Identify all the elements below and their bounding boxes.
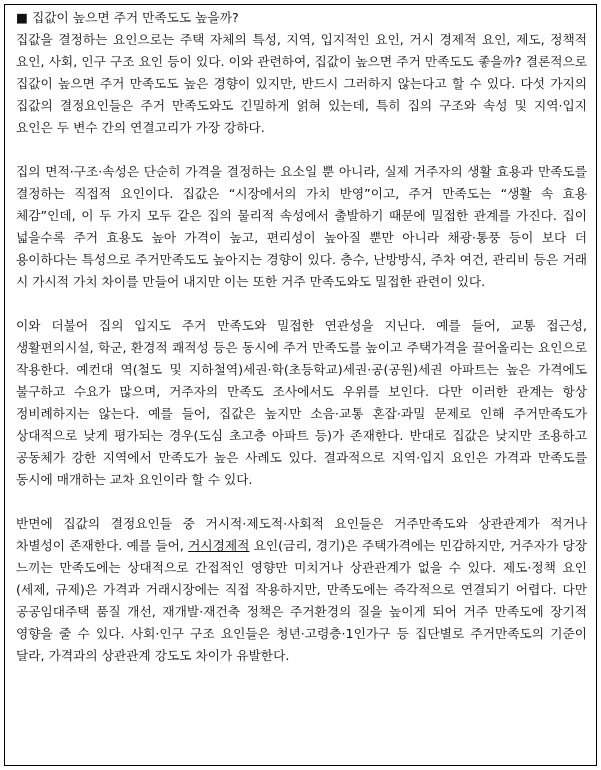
paragraph-2: 집의 면적·구조·속성은 단순히 가격을 결정하는 요소일 뿐 아니라, 실제 거주자의 생활 효용과 만족도를 결정하는 직접적 요인이다. 집값은 “시장에서의 가치 반영”이고, 주거 만족도는 “생활 속 효용 체감”인데, 이 두 가지 모두 같은 집의 물리적 속성에서 출발하기 때문에 밀접한 관계를 가진다. 집이 넓을수록 주거 효용도 높아 가격이 높고, 편리성이 높아질 뿐만 아니라 채광·통풍 등이 보다 더 용이하다는 특성으로 주거만족도도 높아지는 경향이 있다. 층수, 난방방식, 주차 여건, 관리비 등은 거래 시 가시적 가치 차이를 만들어 내지만 이는 또한 거주 만족도와도 밀접한 관련이 있다. (16, 164, 587, 289)
heading: ■ 집값이 높으면 주거 만족도도 높을까? (16, 10, 239, 25)
underlined-term: 거시경제적 (188, 538, 250, 553)
text-box (4, 4, 597, 766)
paragraph-3: 이와 더불어 집의 입지도 주거 만족도와 밀접한 연관성을 지닌다. 예를 들어, 교통 접근성, 생활편의시설, 학군, 환경적 쾌적성 등은 동시에 주거 만족도를 높이고 주택가격을 끌어올리는 요인으로 작용한다. 예컨대 역(철도 및 지하철역)세권·학(초등학교)세권·공(공원)세권 아파트는 높은 가격에도 불구하고 수요가 많으며, 거주자의 만족도 조사에서도 우위를 보인다. 다만 이러한 관계는 항상 정비례하지는 않는다. 예를 들어, 집값은 높지만 소음·교통 혼잡·과밀 문제로 인해 주거만족도가 상대적으로 낮게 평가되는 경우(도심 초고층 아파트 등)가 존재한다. 반대로 집값은 낮지만 조용하고 공동체가 강한 지역에서 만족도가 높은 사례도 있다. 결과적으로 지역·입지 요인은 가격과 만족도를 동시에 매개하는 교차 요인이라 할 수 있다. (16, 318, 587, 487)
paragraph-4-start: 반면에 집값의 결정요인들 중 거시적·제도적·사회적 요인들은 거주만족도와 상관관계가 적거나 차별성이 존재한다. 예를 들어, (16, 516, 587, 553)
paragraph-1: 집값을 결정하는 요인으로는 주택 자체의 특성, 지역, 입지적인 요인, 거시 경제적 요인, 제도, 정책적 요인, 사회, 인구 구조 요인 등이 있다. 이와 관련하여, 집값이 높으면 주거 만족도도 좋을까? 결론적으로 집값이 높으면 주거 만족도도 높은 경향이 있지만, 반드시 그러하지 않는다고 할 수 있다. 다섯 가지의 집값의 결정요인들은 주거 만족도와도 긴밀하게 얽혀 있는데, 특히 집의 구조와 속성 및 지역·입지 요인은 두 변수 간의 연결고리가 가장 강하다. (16, 32, 587, 135)
paragraph-4 (16, 513, 587, 667)
paragraph-4-end: 요인(금리, 경기)은 주택가격에는 민감하지만, 거주자가 당장 느끼는 만족도에는 상대적으로 간접적인 영향만 미치거나 상관관계가 없을 수 있다. 제도·정책 요인(세제, 규제)은 가격과 거래시장에는 직접 작용하지만, 만족도에는 즉각적으로 연결되기 어렵다. 다만 공공임대주택 품질 개선, 재개발·재건축 정책은 주거환경의 질을 높이게 되어 거주 만족도에 장기적 영향을 줄 수 있다. 사회·인구 구조 요인들은 청년·고령층·1인가구 등 집단별로 주거만족도의 기준이 달라, 가격과의 상관관계 강도도 차이가 유발한다. (16, 538, 587, 663)
